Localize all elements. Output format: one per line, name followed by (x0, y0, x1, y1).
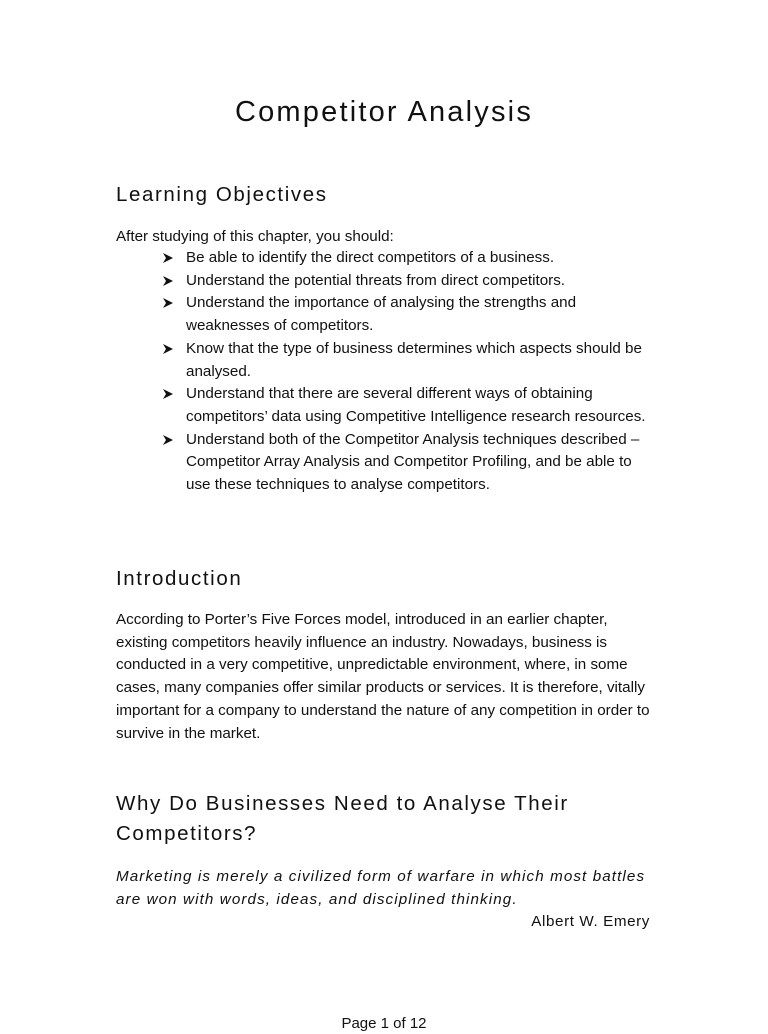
objective-text: Understand the importance of analysing the strengths and weaknesses of competitors. (186, 294, 577, 335)
arrowhead-bullet-icon (162, 252, 174, 264)
objectives-intro: After studying of this chapter, you should: (116, 228, 394, 245)
objective-text: Know that the type of business determines which aspects should be analysed. (186, 339, 642, 380)
arrowhead-bullet-icon (162, 434, 174, 446)
list-item (162, 270, 652, 293)
quote-text: Marketing is merely a civilized form of warfare in which most battles are won with words, ideas, and disciplined thinking. (116, 868, 646, 908)
introduction-heading: Introduction (116, 567, 243, 590)
arrowhead-bullet-icon (162, 275, 174, 287)
learning-objectives-heading: Learning Objectives (116, 183, 328, 206)
list-item (162, 338, 652, 383)
page-number: Page 1 of 12 (341, 1015, 427, 1032)
list-item (162, 247, 652, 270)
list-item (162, 383, 652, 428)
why-analyse-heading: Why Do Businesses Need to Analyse Their Competitors? (116, 792, 569, 845)
objective-text: Understand the potential threats from direct competitors. (186, 271, 566, 289)
objective-text: Be able to identify the direct competitors of a business. (186, 249, 555, 266)
list-item (162, 429, 652, 497)
introduction-paragraph: According to Porter’s Five Forces model, introduced in an earlier chapter, existing competitors heavily influence an industry. Nowadays, business is conducted in a very competitive, unpredictable environment, where, in some cases, many companies offer similar products or services. It is therefore, vitally important for a company to understand the nature of any competition in order to survive in the market. (116, 611, 650, 742)
list-item (162, 292, 652, 337)
document-title: Competitor Analysis (234, 96, 534, 128)
arrowhead-bullet-icon (162, 388, 174, 400)
objectives-list (162, 247, 652, 497)
objective-text: Understand that there are several different ways of obtaining competitors’ data using Competitive Intelligence research resources. (186, 385, 646, 425)
quote-author: Albert W. Emery (531, 913, 650, 930)
arrowhead-bullet-icon (162, 343, 174, 355)
objective-text: Understand both of the Competitor Analysis techniques described – Competitor Array Analysis and Competitor Profiling, and be able to use these techniques to analyse competitors. (186, 430, 640, 494)
arrowhead-bullet-icon (162, 297, 174, 309)
